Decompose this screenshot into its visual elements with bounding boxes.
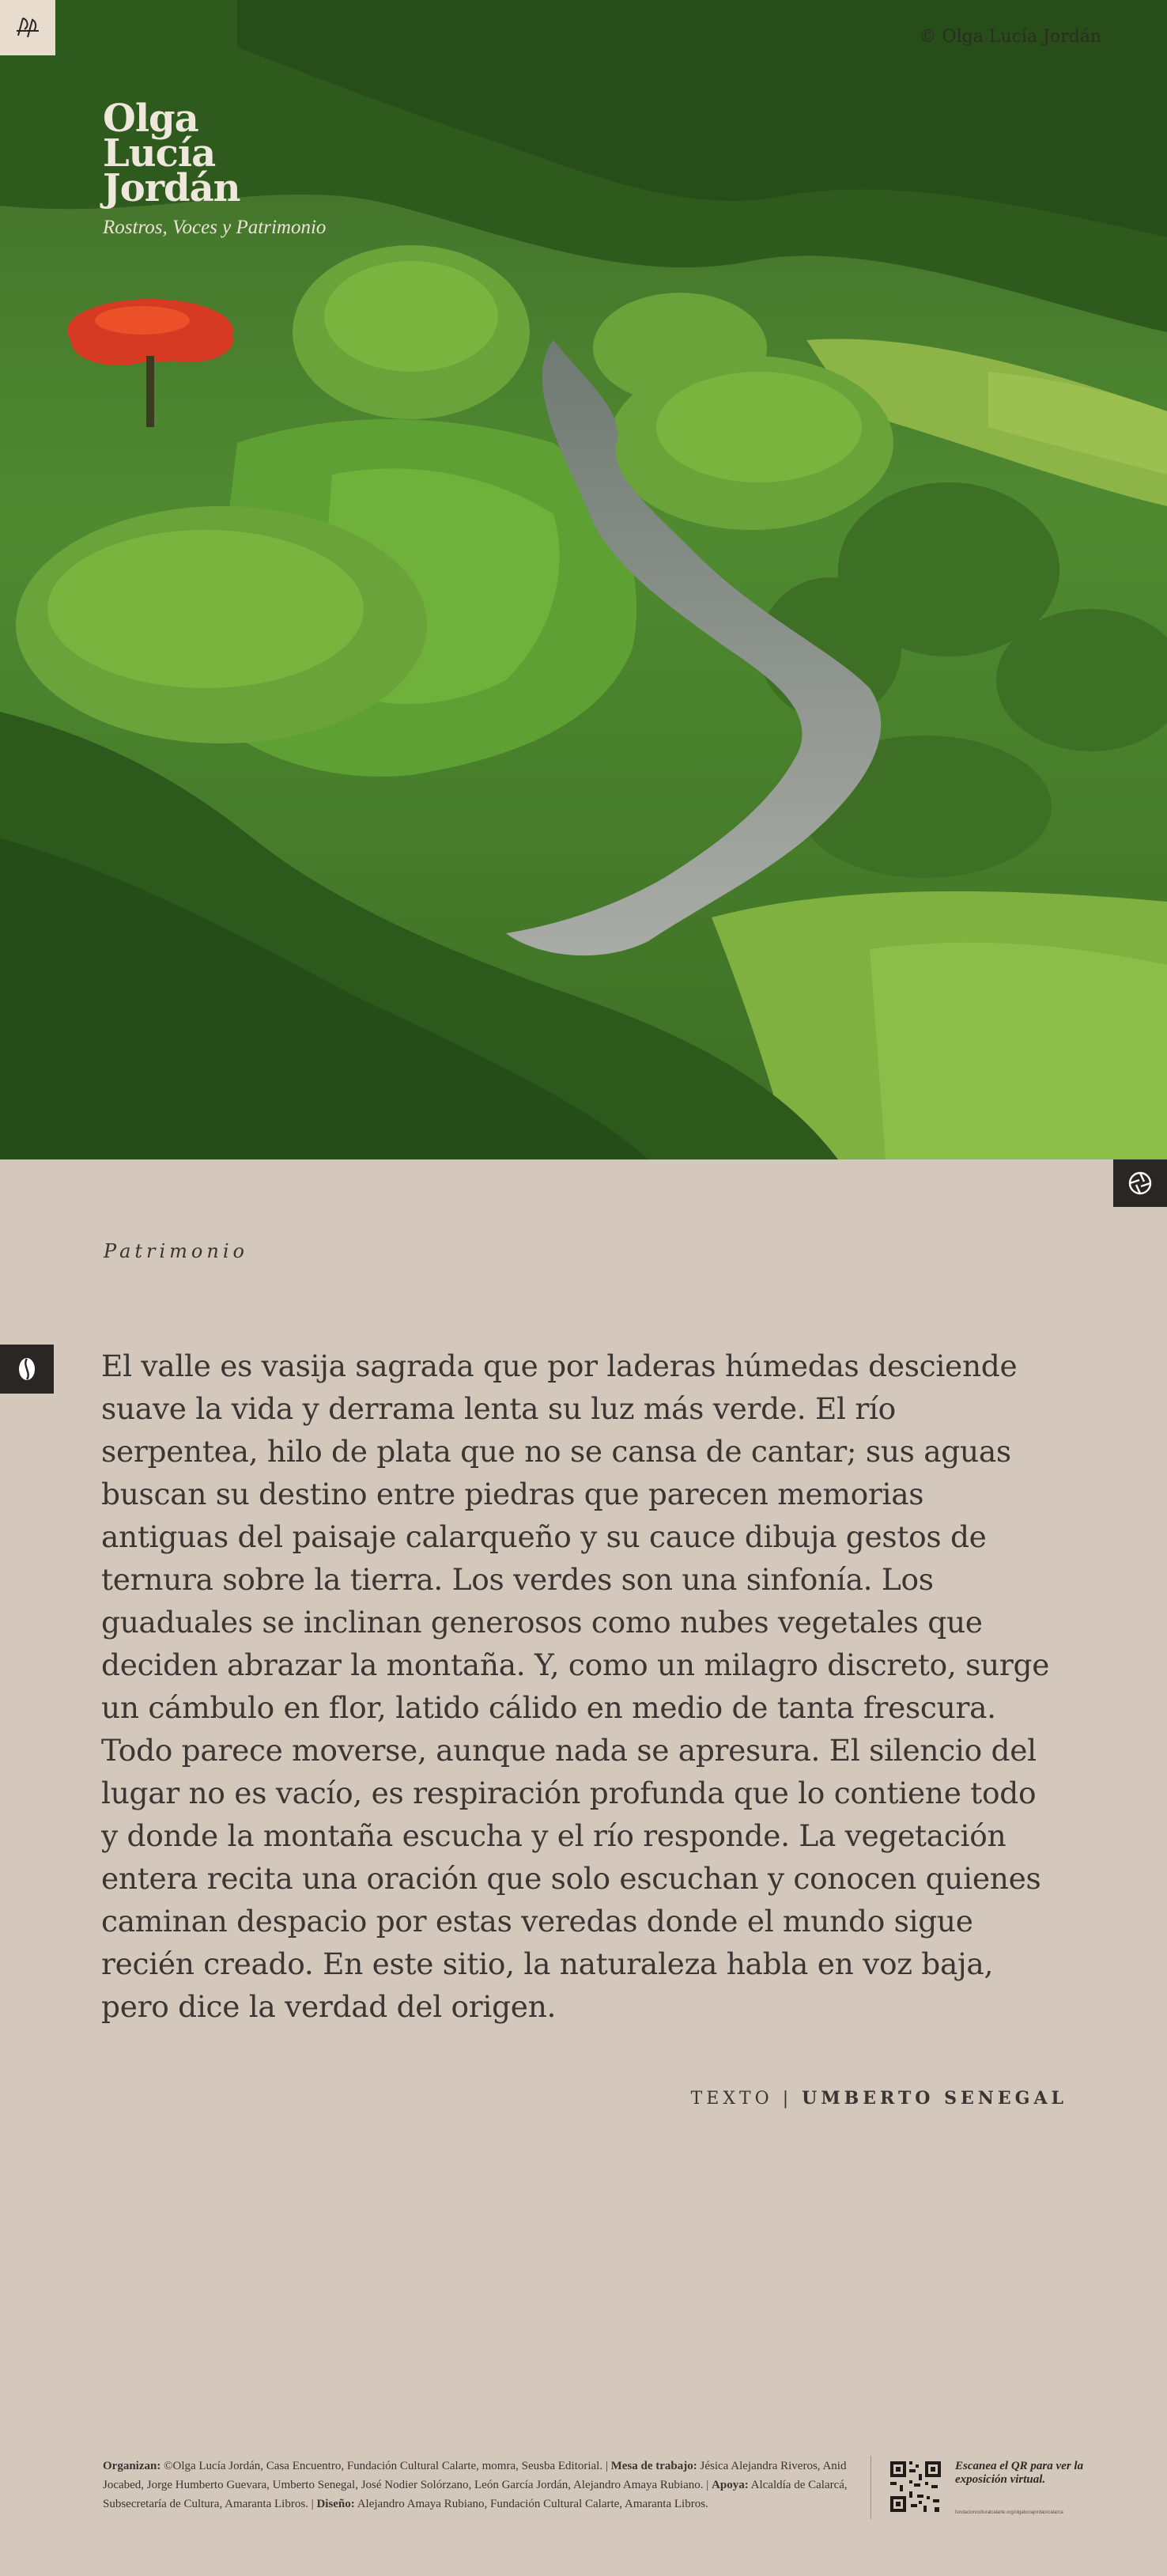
body-paragraph: El valle es vasija sagrada que por laderas húmedas desciende suave la vida y derrama lenta su luz más verde. El río serpentea, hilo de plata que no se cansa de cantar; sus aguas buscan su destino entre piedras que parecen memorias antiguas del paisaje calarqueño y su cauce dibuja gestos de ternura sobre la tierra. Los verdes son una sinfonía. Los guaduales se inclinan generosos como nubes vegetales que deciden abrazar la montaña. Y, como un milagro discreto, surge un cámbulo en flor, latido cálido en medio de tanta frescura. Todo parece moverse, aunque nada se apresura. El silencio del lugar no es vacío, es respiración profunda que lo contiene todo y donde la montaña escucha y el río responde. La vegetación entera recita una oración que solo escuchan y conocen quienes caminan despacio por estas veredas donde el mundo sigue recién creado. En este sitio, la naturaleza habla en voz baja, pero dice la verdad del origen. bbox=[101, 1349, 1050, 2024]
qr-prompt: Escanea el QR para ver la exposición virtual. bbox=[955, 2460, 1084, 2486]
brand-title bbox=[103, 96, 327, 239]
diseno-label: Diseño: bbox=[316, 2498, 355, 2510]
camera-aperture-icon bbox=[1113, 1159, 1167, 1207]
apoya-label: Apoya: bbox=[712, 2479, 749, 2491]
coffee-bean-icon bbox=[0, 1345, 54, 1394]
brand-name-line-3: Jordán bbox=[103, 166, 240, 210]
mesa-label: Mesa de trabajo: bbox=[610, 2460, 697, 2472]
organizan-label: Organizan: bbox=[103, 2460, 161, 2472]
olj-monogram-icon bbox=[0, 0, 55, 55]
byline-separator: | bbox=[782, 2089, 793, 2109]
byline-label: TEXTO bbox=[690, 2089, 773, 2109]
brand-name-line-2: Lucía bbox=[103, 131, 216, 176]
apoya-text: Alcaldía de Calarcá, Subsecretaría de Cultura, Amaranta Libros. bbox=[103, 2479, 848, 2510]
photo-credit: © Olga Lucía Jordán bbox=[919, 27, 1101, 47]
brand-tagline: Rostros, Voces y Patrimonio bbox=[103, 217, 327, 238]
qr-url[interactable]: fundacionculturalcalarte.org/olgaluciajordan/calarca bbox=[955, 2510, 1063, 2515]
footer-separator: | bbox=[706, 2479, 709, 2491]
brand-name-line-1: Olga bbox=[103, 96, 198, 141]
footer-separator: | bbox=[311, 2498, 314, 2510]
section-label: Patrimonio bbox=[104, 1240, 248, 1262]
mesa-text: Jésica Alejandra Riveros, Anid Jocabed, Jorge Humberto Guevara, Umberto Senegal, José Nodier Solórzano, León García Jordán, Alejandro Amaya Rubiano. bbox=[103, 2460, 847, 2491]
footer-separator: | bbox=[605, 2460, 608, 2472]
byline bbox=[691, 2088, 1067, 2109]
qr-code[interactable] bbox=[889, 2460, 942, 2514]
footer-credits bbox=[103, 2457, 862, 2514]
organizan-text: ©Olga Lucía Jordán, Casa Encuentro, Fundación Cultural Calarte, momra, Seusba Editorial. bbox=[164, 2460, 603, 2472]
byline-author: UMBERTO SENEGAL bbox=[802, 2088, 1067, 2109]
diseno-text: Alejandro Amaya Rubiano, Fundación Cultural Calarte, Amaranta Libros. bbox=[357, 2498, 708, 2510]
